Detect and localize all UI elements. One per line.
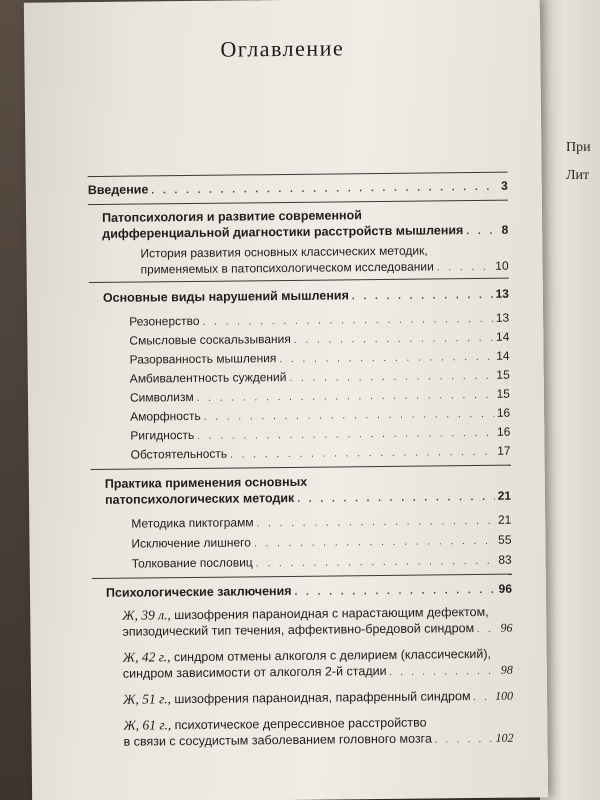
toc-page-number: 21 <box>497 488 512 503</box>
leader-dots <box>202 312 492 331</box>
section-divider <box>91 465 511 470</box>
toc-entry-label: Обстоятельность <box>130 446 228 462</box>
leader-dots <box>352 288 493 305</box>
toc-page-number: 96 <box>500 620 513 635</box>
toc-entry-label: Основные виды нарушений мышления <box>102 288 349 305</box>
leader-dots <box>256 514 495 532</box>
toc-entry-label: Психологические заключения <box>105 583 292 600</box>
toc-page-number: 14 <box>496 348 510 363</box>
case-label: Ж, 51 г., <box>123 691 172 707</box>
toc-entry-label: Практика применения основных <box>104 474 308 491</box>
toc-entry-circumstantiality[interactable] <box>130 443 510 465</box>
toc-page-number: 55 <box>498 532 512 547</box>
leader-dots <box>289 369 493 387</box>
toc-entry-case-39[interactable] <box>122 604 512 642</box>
leader-dots <box>437 260 493 277</box>
leader-dots <box>279 350 493 368</box>
toc-entry-case-61[interactable] <box>123 714 513 752</box>
case-label: Ж, 42 г., <box>122 649 171 665</box>
adjacent-page <box>540 0 600 800</box>
section-divider <box>92 574 512 579</box>
toc-entry-label: Толкование пословиц <box>131 555 253 571</box>
toc-entry-label: Ригидность <box>130 427 195 443</box>
toc-entry-label: применяемых в патопсихологическом исследовании <box>140 259 434 277</box>
toc-entry-exclusion[interactable] <box>131 532 511 554</box>
table-of-contents <box>87 176 514 749</box>
toc-page-number: 21 <box>497 512 512 527</box>
toc-page-number: 13 <box>495 286 509 301</box>
toc-entry-label: Введение <box>87 182 149 198</box>
book-page <box>24 0 548 800</box>
toc-entry-pictograms[interactable] <box>131 512 511 534</box>
leader-dots <box>256 554 496 573</box>
leader-dots <box>197 388 494 407</box>
leader-dots <box>230 445 494 464</box>
toc-page-number: 16 <box>496 405 511 420</box>
leader-dots <box>294 583 495 601</box>
toc-page-number: 98 <box>500 662 513 677</box>
section-divider <box>88 200 508 205</box>
toc-entry-case-42[interactable] <box>123 646 513 684</box>
toc-page-number: 16 <box>496 424 511 439</box>
leader-dots <box>389 664 497 681</box>
leader-dots <box>294 331 493 349</box>
toc-page-number: 3 <box>501 178 508 193</box>
toc-entry-label: шизофрения параноидная с нарастающим дефектом, <box>174 604 489 623</box>
toc-entry-history[interactable] <box>140 242 508 280</box>
toc-entry-label: История развития основных классических методик, <box>140 243 428 261</box>
toc-entry-label: Аморфность <box>130 408 201 424</box>
toc-entry-label: синдром зависимости от алкоголя 2-й стадии <box>122 663 387 681</box>
page-title: Оглавление <box>220 35 345 62</box>
toc-page-number: 17 <box>497 443 511 458</box>
leader-dots <box>254 534 495 553</box>
toc-entry-label: дифференциальной диагностики расстройств мышления <box>102 223 464 241</box>
toc-page-number: 15 <box>496 367 510 382</box>
leader-dots <box>297 490 495 508</box>
toc-entry-thinking-disorders[interactable] <box>103 286 509 308</box>
toc-entry-introduction[interactable] <box>88 178 508 200</box>
leader-dots <box>477 622 497 638</box>
toc-page-number: 83 <box>498 552 512 567</box>
toc-entry-label: Исключение лишнего <box>131 535 251 551</box>
toc-page-number: 10 <box>495 258 509 273</box>
leader-dots <box>473 690 492 706</box>
toc-page-number: 14 <box>495 329 510 344</box>
toc-entry-label: эпизодический тип течения, аффективно-бредовой синдром <box>122 621 475 639</box>
section-divider <box>88 172 508 177</box>
toc-page-number: 15 <box>496 386 511 401</box>
toc-entry-label: Методика пиктограмм <box>131 515 254 531</box>
toc-entry-label: синдром отмены алкоголя с делирием (классический), <box>173 646 492 665</box>
leader-dots <box>204 407 494 426</box>
toc-page-number: 13 <box>495 310 510 325</box>
leader-dots <box>466 224 498 240</box>
toc-entry-label: Патопсихология и развитие современной <box>102 208 362 225</box>
toc-entry-label: Символизм <box>129 389 194 405</box>
case-label: Ж, 39 л., <box>122 607 171 623</box>
toc-entry-label: Смысловые соскальзывания <box>129 331 291 348</box>
toc-entry-label: Амбивалентность суждений <box>129 369 287 386</box>
toc-entry-label: психотическое депрессивное расстройство <box>174 715 427 733</box>
toc-page-number: 100 <box>495 688 514 703</box>
toc-entry-label: патопсихологических методик <box>104 490 295 507</box>
adjacent-page-text-1: При <box>566 140 591 155</box>
toc-page-number: 102 <box>495 730 514 745</box>
adjacent-page-text-2: Лит <box>566 168 590 183</box>
leader-dots <box>197 426 494 445</box>
case-label: Ж, 61 г., <box>123 717 172 733</box>
toc-entry-proverbs[interactable] <box>132 552 512 574</box>
toc-page-number: 8 <box>501 222 509 237</box>
toc-page-number: 96 <box>498 581 513 596</box>
toc-entry-pathopsychology[interactable] <box>102 206 508 244</box>
toc-entry-practice[interactable] <box>105 472 511 510</box>
toc-entry-conclusions[interactable] <box>106 581 512 603</box>
toc-entry-label: шизофрения параноидная, парафренный синдром <box>174 689 471 707</box>
toc-entry-label: Разорванность мышления <box>129 351 277 367</box>
toc-entry-label: в связи с сосудистым заболеванием головного мозга <box>123 731 432 749</box>
leader-dots <box>151 180 498 200</box>
toc-entry-label: Резонерство <box>129 313 200 329</box>
toc-entry-case-51[interactable] <box>123 688 513 710</box>
leader-dots <box>435 732 493 749</box>
